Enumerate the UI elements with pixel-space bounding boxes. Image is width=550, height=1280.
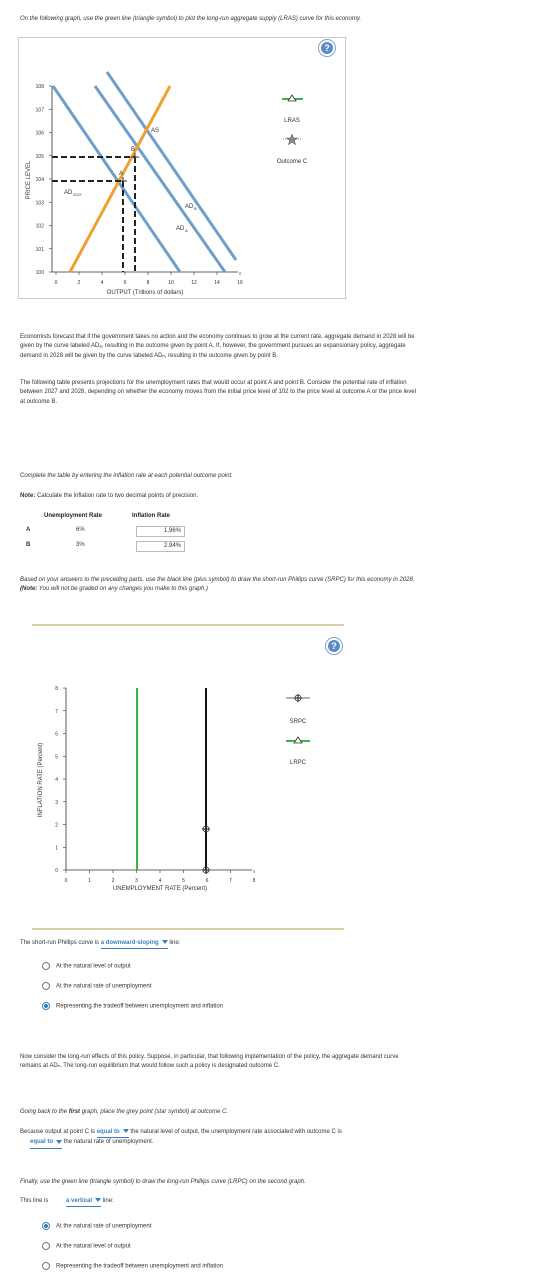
para3-line2: remains at ADₙ. The long-run equilibrium that would follow such a policy is designated outcome C. [20,1063,280,1070]
graph2-x-tick-label: 4 [158,878,162,884]
q4-text-a: Because output at point C is [20,1129,96,1135]
graph1-x-tick-label: 12 [191,280,197,286]
q4-instruction-bold: first [68,1109,81,1115]
graph2-y-tick-label: 0 [55,868,58,874]
graph1-y-tick-label: 107 [35,107,44,114]
q5-instruction: Finally, use the green line (triangle symbol) to draw the long-run Phillips curve (LRPC) on the second graph. [20,1179,306,1185]
q3-suffix: line: [169,940,181,946]
adb-label: AD [185,204,194,210]
q4-statement [20,1128,545,1149]
paragraph-3 [20,1053,545,1072]
radio-selected-icon[interactable] [42,1002,50,1010]
q3-dropdown[interactable] [101,939,168,949]
q5-option-2[interactable] [42,1242,131,1252]
q2-note-text: You will not be graded on any changes you make to this graph.) [38,586,209,593]
q2-note-label: (Note: [20,586,38,593]
ad2027-label-sub: 2027 [73,192,82,197]
graph1-y-tick-label: 100 [35,270,44,276]
table-instruction: Complete the table by entering the inflation rate at each potential outcome point. [20,473,233,479]
q3-dropdown-value: a downward-sloping [100,940,159,946]
outcome-c-legend-label: Outcome C [276,159,308,165]
graph2-x-tick-label: 8 [252,878,256,884]
graph1-x-tick-label: 14 [214,280,220,286]
q3-statement [20,939,180,949]
row-b-inflation-input[interactable]: 2.94% [136,541,185,552]
graph2-y-tick-label: 6 [55,731,58,738]
q4-dropdown-1[interactable] [97,1128,129,1138]
q5-dropdown[interactable] [66,1197,101,1207]
radio-icon[interactable] [42,982,50,990]
srpc-point-upper-plus-icon[interactable] [202,825,210,833]
q4-text-c: the natural rate of unemployment. [63,1139,154,1146]
graph1-y-tick-label: 103 [35,200,44,207]
srpc-legend-label: SRPC [289,719,307,725]
table-note-text: Calculate the inflation rate to two decimal points of precision. [37,493,199,499]
graph1-y-axis-title: PRICE LEVEL [26,160,32,200]
row-b-unemployment: 3% [76,542,85,548]
graph2-y-tick-label: 2 [55,822,58,829]
lras-legend-label: LRAS [284,118,300,124]
q3-option-2[interactable] [42,982,151,992]
srpc-point-lower-plus-icon[interactable] [202,866,210,874]
radio-selected-icon[interactable] [42,1222,50,1230]
graph2-y-axis-title: INFLATION RATE (Percent) [38,742,44,818]
para1-line1: Economists forecast that if the government takes no action and the economy continues to grow at the current rate, aggregate demand in 2028 will be [20,334,415,340]
q3-option-3[interactable] [42,1002,223,1012]
graph2-x-tick-label: 2 [111,878,115,884]
q4-dropdown-2-value: equal to [30,1139,54,1146]
graph1-y-tick-label: 104 [35,177,44,183]
graph1-y-tick-label: 102 [35,223,44,230]
q3-prefix: The short-run Phillips curve is [20,940,100,946]
graph1-x-axis-title: OUTPUT (Trillions of dollars) [106,290,184,296]
lrpc-legend-label: LRPC [289,760,307,766]
graph2-y-tick-label: 4 [55,777,58,783]
row-a-unemployment: 6% [76,527,85,533]
row-b-point: B [26,542,31,548]
q4-dropdown-1-value: equal to [96,1129,120,1135]
graph2-x-axis-title: UNEMPLOYMENT RATE (Percent) [112,886,208,892]
q5-statement [20,1197,114,1207]
graph2-y-tick-label: 8 [55,686,58,692]
graph2-x-tick-label: 1 [88,878,91,884]
graph1-x-tick-label: 16 [237,280,243,286]
point-a-label: A [119,171,124,177]
q5-prefix: This line is [20,1198,49,1204]
ada-label: AD [176,226,185,232]
graph1-y-tick-label: 106 [35,130,44,137]
q4-dropdown-2[interactable] [30,1138,62,1148]
graph2-y-tick-label: 5 [55,754,58,761]
help-icon: ? [328,640,340,652]
q3-option-1[interactable] [42,962,131,972]
graph2-x-tick-label: 5 [182,878,185,884]
graph1-x-tick-label: 10 [168,280,174,286]
graph1-y-tick-label: 108 [35,84,44,90]
q5-option-1-label: At the natural rate of unemployment [56,1223,152,1230]
para1-line3: demand in 2028 will be given by the curve labeled ADₙ, resulting in the outcome given by point B. [20,352,278,359]
col-inflation-header: Inflation Rate [132,513,171,519]
q4-instruction-c: graph, place the grey point (star symbol) at outcome C. [81,1109,229,1115]
q3-option-3-label: Representing the tradeoff between unemployment and inflation [56,1003,224,1010]
graph1-x-tick-label: 6 [123,280,127,286]
chevron-down-icon [162,940,168,944]
chevron-down-icon [95,1198,101,1202]
row-a-inflation-input[interactable]: 1.96% [136,526,185,537]
help-icon: ? [321,42,333,54]
col-unemployment-header: Unemployment Rate [44,513,103,519]
chevron-down-icon [56,1140,62,1144]
q4-text-b: the natural level of output, the unemployment rate associated with outcome C is [130,1129,342,1135]
graph1-y-tick-label: 101 [35,246,44,253]
srpc-legend-plus-icon[interactable] [294,694,302,702]
graph1-x-tick-label: 8 [146,280,150,286]
graph1-x-tick-label: 4 [100,280,104,286]
radio-icon[interactable] [42,1242,50,1250]
graph1-x-tick-label: 0 [54,280,58,286]
q3-option-1-label: At the natural level of output [56,963,131,970]
table-note-label: Note: [20,493,36,499]
ad2027-label: AD [64,190,73,196]
graph1-x-tick-label: 2 [77,280,81,286]
chevron-down-icon [123,1129,129,1133]
q2-line1: Based on your answers to the preceding parts, use the black line (plus symbol) to draw the short-run Phillips curve (SRPC) for this economy in 2028. [20,577,415,583]
graph2-y-tick-label: 7 [55,708,58,715]
graph1-y-tick-label: 105 [35,153,44,160]
q1-instruction: On the following graph, use the green line (triangle symbol) to plot the long-run aggregate supply (LRAS) curve for this economy. [20,16,362,22]
graph2-x-tick-label: 7 [229,878,232,884]
q5-option-1[interactable] [42,1222,151,1232]
para1-line2: given by the curve labeled ADₐ, resulting in the outcome given by point A. If, however, the government pursues an expansionary policy, aggregate [20,343,406,350]
para3-line1: Now consider the long-run effects of this policy. Suppose, in particular, that following implementation of the policy, the aggregate demand curve [20,1054,399,1060]
graph2-x-tick-label: 6 [205,878,209,884]
row-a-point: A [26,527,31,533]
q3-option-2-label: At the natural rate of unemployment [56,983,152,990]
graph2-x-tick-label: 3 [135,878,138,884]
q5-option-3[interactable] [42,1262,223,1272]
q4-instruction-a: Going back to the [20,1109,68,1115]
point-b-label: B [131,147,136,153]
adb-label-sub: B [194,206,197,211]
radio-icon[interactable] [42,1262,50,1270]
as-label: AS [151,128,160,134]
graph2-x-tick-label: 0 [64,878,68,884]
para2-line1: The following table presents projections for the unemployment rates that would occur at point A and point B. Consider the potential rate of inflation [20,380,407,386]
graph2-y-tick-label: 3 [55,799,58,806]
para2-line3: at outcome B. [20,398,58,405]
ada-label-sub: A [185,228,188,233]
radio-icon[interactable] [42,962,50,970]
q5-option-3-label: Representing the tradeoff between unemployment and inflation [56,1263,224,1270]
q5-suffix: line: [102,1198,114,1204]
q5-option-2-label: At the natural level of output [56,1243,131,1250]
q4-instruction [20,1108,228,1117]
graph2-y-tick-label: 1 [55,845,58,852]
q5-dropdown-value: a vertical [66,1198,93,1204]
para2-line2: between 2027 and 2028, depending on whether the economy moves from the initial price level of 102 to the price level at outcome A or the price level [20,389,416,396]
